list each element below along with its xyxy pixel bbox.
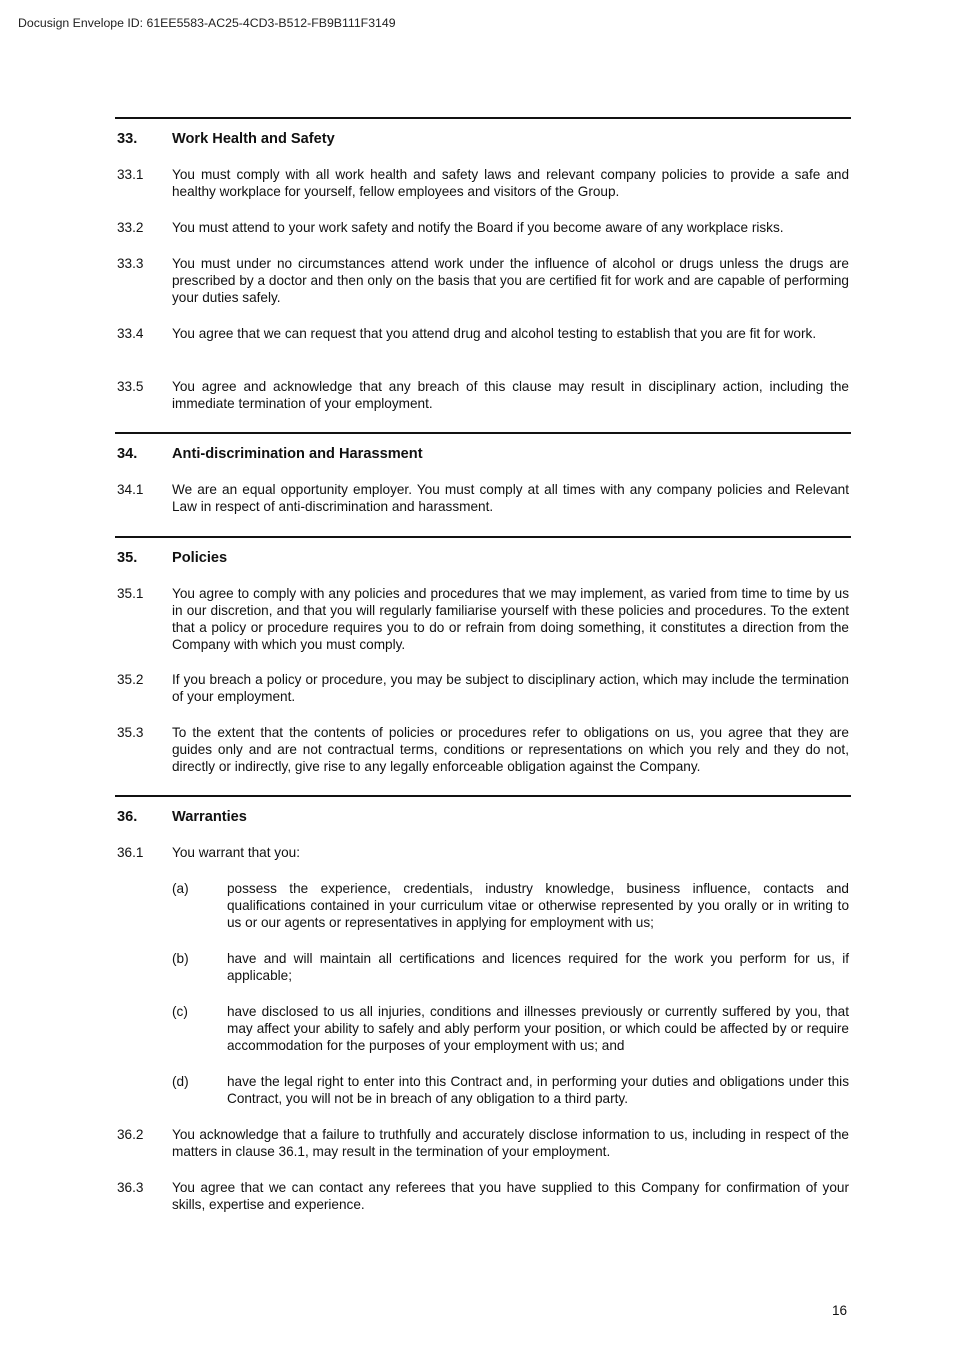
- clause-text: If you breach a policy or procedure, you may be subject to disciplinary action, which may include the termination of your employment.: [172, 672, 849, 704]
- section-divider: [115, 432, 851, 434]
- section-number: 34.: [117, 446, 138, 462]
- clause-text: You agree to comply with any policies and procedures that we may implement, as varied from time to time by us in our discretion, and that you will regularly familiarise yourself with these policies and procedures. To the extent that a policy or procedure requires you to do or refrain from doing something, it constitutes a direction from the Company with which you must comply.: [172, 586, 849, 652]
- clause-number: 36.2: [117, 1127, 144, 1142]
- clause-text: You must under no circumstances attend work under the influence of alcohol or drugs unless the drugs are prescribed by a doctor and then only on the basis that you are certified fit for work and are capable of performing your duties safely.: [172, 256, 849, 305]
- sub-clause: [172, 1004, 849, 1055]
- sub-clause: [172, 881, 849, 932]
- section-divider: [115, 536, 851, 538]
- clause-number: 35.1: [117, 586, 144, 601]
- sub-clause-text: have and will maintain all certifications and licences required for the work you perform for us, if applicable;: [227, 951, 849, 983]
- clause-number: 33.3: [117, 256, 144, 271]
- clause-number: 34.1: [117, 482, 144, 497]
- section-divider: [115, 117, 851, 119]
- clause: [117, 586, 849, 654]
- clause: [117, 256, 849, 307]
- section-number: 36.: [117, 809, 138, 825]
- section-title: Policies: [172, 550, 228, 566]
- sub-clause-label: (d): [172, 1074, 189, 1089]
- sub-clause-text: possess the experience, credentials, industry knowledge, business influence, contacts and qualifications contained in your curriculum vitae or otherwise represented by you orally or in writing to us or our agents or representatives in applying for employment with us;: [227, 881, 849, 930]
- clause: [117, 220, 849, 237]
- clause-number: 33.2: [117, 220, 144, 235]
- section-title: Anti-discrimination and Harassment: [172, 446, 423, 462]
- clause: [117, 672, 849, 706]
- clause-text: You agree that we can contact any referees that you have supplied to this Company for confirmation of your skills, expertise and experience.: [172, 1180, 849, 1212]
- clause-number: 36.1: [117, 845, 144, 860]
- clause-text: You warrant that you:: [172, 845, 300, 860]
- clause-number: 33.1: [117, 167, 144, 182]
- clause-text: You acknowledge that a failure to truthfully and accurately disclose information to us, including in respect of the matters in clause 36.1, may result in the termination of your employment.: [172, 1127, 849, 1159]
- clause-text: You must comply with all work health and safety laws and relevant company policies to provide a safe and healthy workplace for yourself, fellow employees and visitors of the Group.: [172, 167, 849, 199]
- clause-text: You agree and acknowledge that any breach of this clause may result in disciplinary action, including the immediate termination of your employment.: [172, 379, 849, 411]
- clause-number: 33.5: [117, 379, 144, 394]
- clause: [117, 845, 849, 862]
- clause: [117, 482, 849, 516]
- sub-clause-text: have the legal right to enter into this Contract and, in performing your duties and obligations under this Contract, you will not be in breach of any obligation to a third party.: [227, 1074, 849, 1106]
- sub-clause-label: (c): [172, 1004, 188, 1019]
- clause-text: You agree that we can request that you attend drug and alcohol testing to establish that you are fit for work.: [172, 326, 817, 341]
- section-number: 33.: [117, 131, 138, 147]
- sub-clause-text: have disclosed to us all injuries, conditions and illnesses previously or currently suffered by you, that may affect your ability to safely and ably perform your position, or which could be affected by or require accommodation for the purposes of your employment with us; and: [227, 1004, 849, 1053]
- clause: [117, 725, 849, 776]
- clause-number: 35.2: [117, 672, 144, 687]
- clause: [117, 1180, 849, 1214]
- clause-number: 36.3: [117, 1180, 144, 1195]
- clause: [117, 167, 849, 201]
- sub-clause: [172, 1074, 849, 1108]
- envelope-id: Docusign Envelope ID: 61EE5583-AC25-4CD3-B512-FB9B111F3149: [18, 16, 396, 30]
- section-number: 35.: [117, 550, 138, 566]
- section-title: Warranties: [172, 809, 247, 825]
- clause-text: You must attend to your work safety and notify the Board if you become aware of any workplace risks.: [172, 220, 784, 235]
- clause-number: 33.4: [117, 326, 144, 341]
- clause: [117, 1127, 849, 1161]
- section-divider: [115, 795, 851, 797]
- sub-clause-label: (a): [172, 881, 189, 896]
- sub-clause: [172, 951, 849, 985]
- clause: [117, 379, 849, 413]
- clause-text: We are an equal opportunity employer. You must comply at all times with any company policies and Relevant Law in respect of anti-discrimination and harassment.: [172, 482, 849, 514]
- clause-text: To the extent that the contents of policies or procedures refer to obligations on us, you agree that they are guides only and are not contractual terms, conditions or representations on which you rely and they do not, directly or indirectly, give rise to any legally enforceable obligation against the Company.: [172, 725, 849, 774]
- sub-clause-label: (b): [172, 951, 189, 966]
- section-title: Work Health and Safety: [172, 131, 335, 147]
- clause-number: 35.3: [117, 725, 144, 740]
- page-number: 16: [832, 1303, 848, 1318]
- clause: [117, 326, 849, 343]
